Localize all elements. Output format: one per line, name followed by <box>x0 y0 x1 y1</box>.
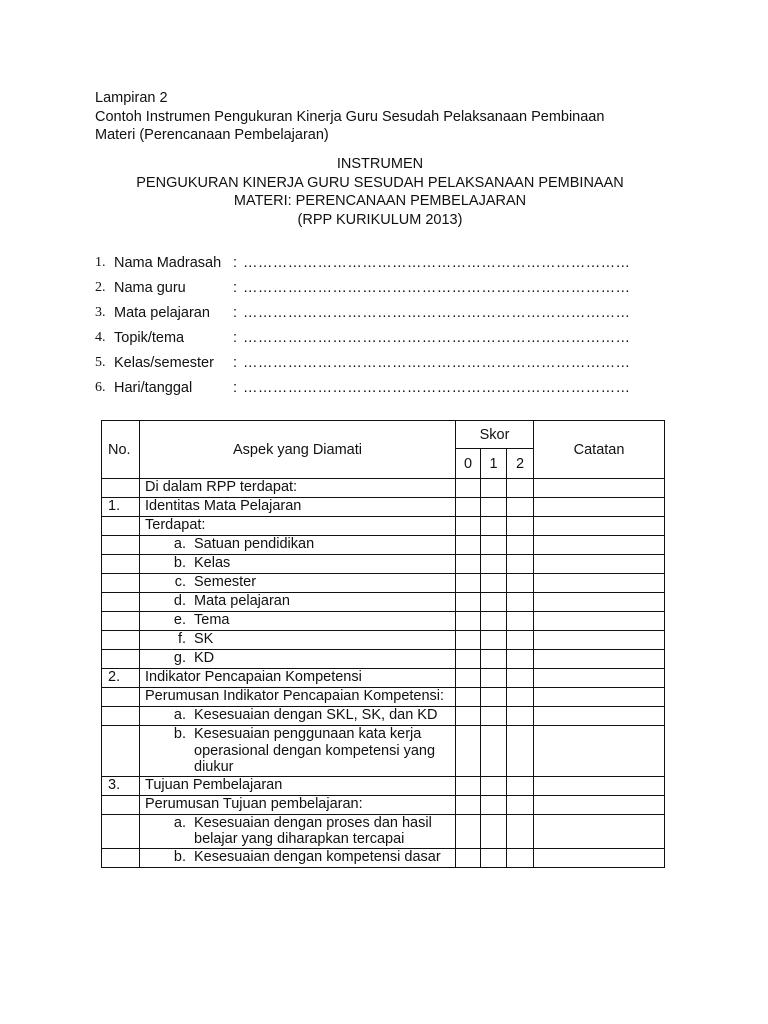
header-no: No. <box>102 421 140 479</box>
notes-cell[interactable] <box>534 688 665 707</box>
notes-cell[interactable] <box>534 612 665 631</box>
score-0-cell[interactable] <box>456 593 481 612</box>
field-number: 6. <box>95 379 106 395</box>
title-line-3: MATERI: PERENCANAAN PEMBELAJARAN <box>233 193 527 209</box>
score-0-cell[interactable] <box>456 776 481 795</box>
score-0-cell[interactable] <box>456 814 481 848</box>
score-2-cell[interactable] <box>507 814 534 848</box>
table-row <box>102 498 665 517</box>
score-2-cell[interactable] <box>507 726 534 777</box>
score-0-cell[interactable] <box>456 517 481 536</box>
table-row <box>102 726 665 777</box>
aspect-text: Perumusan Indikator Pencapaian Kompetensi: <box>140 688 456 707</box>
item-letter: b. <box>173 848 186 865</box>
notes-cell[interactable] <box>534 669 665 688</box>
field-number: 3. <box>95 304 106 320</box>
identity-form <box>95 250 675 400</box>
score-2-cell[interactable] <box>507 707 534 726</box>
form-row <box>95 275 675 300</box>
item-letter: e. <box>173 612 186 628</box>
table-row <box>102 650 665 669</box>
item-letter: b. <box>173 555 186 571</box>
header-line-2: Contoh Instrumen Pengukuran Kinerja Guru Sesudah Pelaksanaan Pembinaan <box>95 108 605 125</box>
notes-cell[interactable] <box>534 631 665 650</box>
aspect-cell <box>140 612 456 631</box>
aspect-text: Kesesuaian dengan SKL, SK, dan KD <box>194 707 438 723</box>
notes-cell[interactable] <box>534 726 665 777</box>
table-row <box>102 479 665 498</box>
score-0-cell[interactable] <box>456 669 481 688</box>
aspect-text: Mata pelajaran <box>194 593 290 609</box>
score-1-cell[interactable] <box>481 669 507 688</box>
score-1-cell[interactable] <box>481 517 507 536</box>
table-row <box>102 631 665 650</box>
field-colon: : <box>233 279 238 296</box>
notes-cell[interactable] <box>534 498 665 517</box>
aspect-cell <box>140 555 456 574</box>
row-number <box>102 726 140 777</box>
score-2-cell[interactable] <box>507 669 534 688</box>
notes-cell[interactable] <box>534 479 665 498</box>
table-row <box>102 555 665 574</box>
aspect-text: Satuan pendidikan <box>194 536 315 552</box>
header-score-0: 0 <box>456 449 481 479</box>
title-line-1: INSTRUMEN <box>336 156 424 172</box>
notes-cell[interactable] <box>534 814 665 848</box>
field-number: 4. <box>95 329 106 345</box>
fill-in-blank: …………………………………………………………………… <box>243 329 631 346</box>
row-number <box>102 814 140 848</box>
table-row <box>102 688 665 707</box>
aspect-cell <box>140 574 456 593</box>
fill-in-blank: …………………………………………………………………… <box>243 354 631 371</box>
item-letter: b. <box>173 726 186 742</box>
score-0-cell[interactable] <box>456 631 481 650</box>
header-line-1: Lampiran 2 <box>95 90 168 106</box>
row-number <box>102 631 140 650</box>
notes-cell[interactable] <box>534 593 665 612</box>
form-row <box>95 325 675 350</box>
field-label: Kelas/semester <box>114 354 214 371</box>
form-row <box>95 375 675 400</box>
score-1-cell[interactable] <box>481 650 507 669</box>
score-1-cell[interactable] <box>481 776 507 795</box>
notes-cell[interactable] <box>534 795 665 814</box>
row-number <box>102 795 140 814</box>
field-number: 2. <box>95 279 106 295</box>
document-header <box>95 89 695 145</box>
row-number <box>102 536 140 555</box>
score-0-cell[interactable] <box>456 726 481 777</box>
header-aspek: Aspek yang Diamati <box>140 421 456 479</box>
fill-in-blank: …………………………………………………………………… <box>243 254 631 271</box>
notes-cell[interactable] <box>534 776 665 795</box>
table-row <box>102 795 665 814</box>
title-line-2: PENGUKURAN KINERJA GURU SESUDAH PELAKSANAAN PEMBINAAN <box>136 174 624 191</box>
score-2-cell[interactable] <box>507 612 534 631</box>
score-0-cell[interactable] <box>456 555 481 574</box>
table-row <box>102 536 665 555</box>
field-label: Hari/tanggal <box>114 379 193 396</box>
aspect-cell <box>140 593 456 612</box>
score-2-cell[interactable] <box>507 593 534 612</box>
score-2-cell[interactable] <box>507 650 534 669</box>
score-2-cell[interactable] <box>507 688 534 707</box>
table-row <box>102 574 665 593</box>
aspect-cell <box>140 707 456 726</box>
score-2-cell[interactable] <box>507 574 534 593</box>
aspect-text: Terdapat: <box>140 517 456 536</box>
table-row <box>102 612 665 631</box>
header-score-2: 2 <box>507 449 534 479</box>
item-letter: f. <box>177 631 186 647</box>
score-1-cell[interactable] <box>481 536 507 555</box>
score-1-cell[interactable] <box>481 555 507 574</box>
field-label: Mata pelajaran <box>114 304 210 321</box>
score-0-cell[interactable] <box>456 848 481 867</box>
row-number: 2. <box>102 669 140 688</box>
field-label: Nama guru <box>114 279 186 296</box>
aspect-cell <box>140 536 456 555</box>
header-score-1: 1 <box>481 449 507 479</box>
score-2-cell[interactable] <box>507 795 534 814</box>
aspect-text: Di dalam RPP terdapat: <box>140 479 456 498</box>
score-0-cell[interactable] <box>456 707 481 726</box>
score-0-cell[interactable] <box>456 479 481 498</box>
row-number <box>102 574 140 593</box>
notes-cell[interactable] <box>534 517 665 536</box>
aspect-cell <box>140 814 456 848</box>
score-1-cell[interactable] <box>481 612 507 631</box>
score-0-cell[interactable] <box>456 574 481 593</box>
aspect-text: Kesesuaian dengan kompetensi dasar <box>194 848 441 865</box>
score-2-cell[interactable] <box>507 776 534 795</box>
notes-cell[interactable] <box>534 848 665 867</box>
header-catatan: Catatan <box>534 421 665 479</box>
score-2-cell[interactable] <box>507 555 534 574</box>
aspect-cell <box>140 631 456 650</box>
aspect-text: Kesesuaian dengan proses dan hasil belajar yang diharapkan tercapai <box>194 814 432 847</box>
fill-in-blank: …………………………………………………………………… <box>243 379 631 396</box>
score-1-cell[interactable] <box>481 479 507 498</box>
score-1-cell[interactable] <box>481 631 507 650</box>
row-number <box>102 848 140 867</box>
score-0-cell[interactable] <box>456 688 481 707</box>
table-row <box>102 593 665 612</box>
item-letter: a. <box>173 814 186 831</box>
score-1-cell[interactable] <box>481 688 507 707</box>
score-1-cell[interactable] <box>481 726 507 777</box>
row-number <box>102 479 140 498</box>
aspect-cell <box>140 726 456 777</box>
table-row <box>102 814 665 848</box>
score-2-cell[interactable] <box>507 498 534 517</box>
aspect-text: Identitas Mata Pelajaran <box>140 498 456 517</box>
row-number <box>102 517 140 536</box>
aspect-text: Tujuan Pembelajaran <box>140 776 456 795</box>
field-colon: : <box>233 254 238 271</box>
field-colon: : <box>233 329 238 346</box>
aspect-text: Kelas <box>194 555 231 571</box>
row-number: 1. <box>102 498 140 517</box>
aspect-text: SK <box>194 631 214 647</box>
score-1-cell[interactable] <box>481 593 507 612</box>
score-2-cell[interactable] <box>507 517 534 536</box>
score-1-cell[interactable] <box>481 574 507 593</box>
row-number <box>102 593 140 612</box>
table-row <box>102 669 665 688</box>
score-1-cell[interactable] <box>481 848 507 867</box>
document-title <box>80 155 680 229</box>
score-0-cell[interactable] <box>456 536 481 555</box>
aspect-text: Perumusan Tujuan pembelajaran: <box>140 795 456 814</box>
row-number <box>102 650 140 669</box>
form-row <box>95 350 675 375</box>
field-colon: : <box>233 379 238 396</box>
field-colon: : <box>233 304 238 321</box>
header-skor: Skor <box>456 421 534 449</box>
aspect-text: Kesesuaian penggunaan kata kerja operasional dengan kompetensi yang diukur <box>194 726 436 775</box>
score-1-cell[interactable] <box>481 707 507 726</box>
score-1-cell[interactable] <box>481 795 507 814</box>
notes-cell[interactable] <box>534 536 665 555</box>
score-0-cell[interactable] <box>456 650 481 669</box>
row-number: 3. <box>102 776 140 795</box>
notes-cell[interactable] <box>534 707 665 726</box>
field-number: 5. <box>95 354 106 370</box>
score-0-cell[interactable] <box>456 612 481 631</box>
score-1-cell[interactable] <box>481 498 507 517</box>
field-colon: : <box>233 354 238 371</box>
row-number <box>102 688 140 707</box>
aspect-cell <box>140 650 456 669</box>
aspect-text: KD <box>194 650 215 666</box>
fill-in-blank: …………………………………………………………………… <box>243 304 631 321</box>
notes-cell[interactable] <box>534 574 665 593</box>
score-1-cell[interactable] <box>481 814 507 848</box>
item-letter: g. <box>173 650 186 666</box>
notes-cell[interactable] <box>534 555 665 574</box>
field-label: Topik/tema <box>114 329 185 346</box>
form-row <box>95 300 675 325</box>
assessment-table <box>101 420 665 868</box>
fill-in-blank: …………………………………………………………………… <box>243 279 631 296</box>
table-row <box>102 776 665 795</box>
aspect-text: Indikator Pencapaian Kompetensi <box>140 669 456 688</box>
header-line-3: Materi (Perencanaan Pembelajaran) <box>95 127 329 143</box>
aspect-cell <box>140 848 456 867</box>
table-row <box>102 707 665 726</box>
aspect-text: Semester <box>194 574 257 590</box>
item-letter: a. <box>173 536 186 552</box>
table-row <box>102 848 665 867</box>
score-0-cell[interactable] <box>456 498 481 517</box>
aspect-text: Tema <box>194 612 230 628</box>
form-row <box>95 250 675 275</box>
row-number <box>102 612 140 631</box>
field-label: Nama Madrasah <box>114 254 222 271</box>
score-2-cell[interactable] <box>507 631 534 650</box>
field-number: 1. <box>95 254 106 270</box>
item-letter: a. <box>173 707 186 723</box>
score-0-cell[interactable] <box>456 795 481 814</box>
row-number <box>102 707 140 726</box>
notes-cell[interactable] <box>534 650 665 669</box>
item-letter: c. <box>174 574 186 590</box>
score-2-cell[interactable] <box>507 479 534 498</box>
item-letter: d. <box>173 593 186 609</box>
score-2-cell[interactable] <box>507 536 534 555</box>
title-line-4: (RPP KURIKULUM 2013) <box>297 211 463 228</box>
row-number <box>102 555 140 574</box>
score-2-cell[interactable] <box>507 848 534 867</box>
table-row <box>102 517 665 536</box>
